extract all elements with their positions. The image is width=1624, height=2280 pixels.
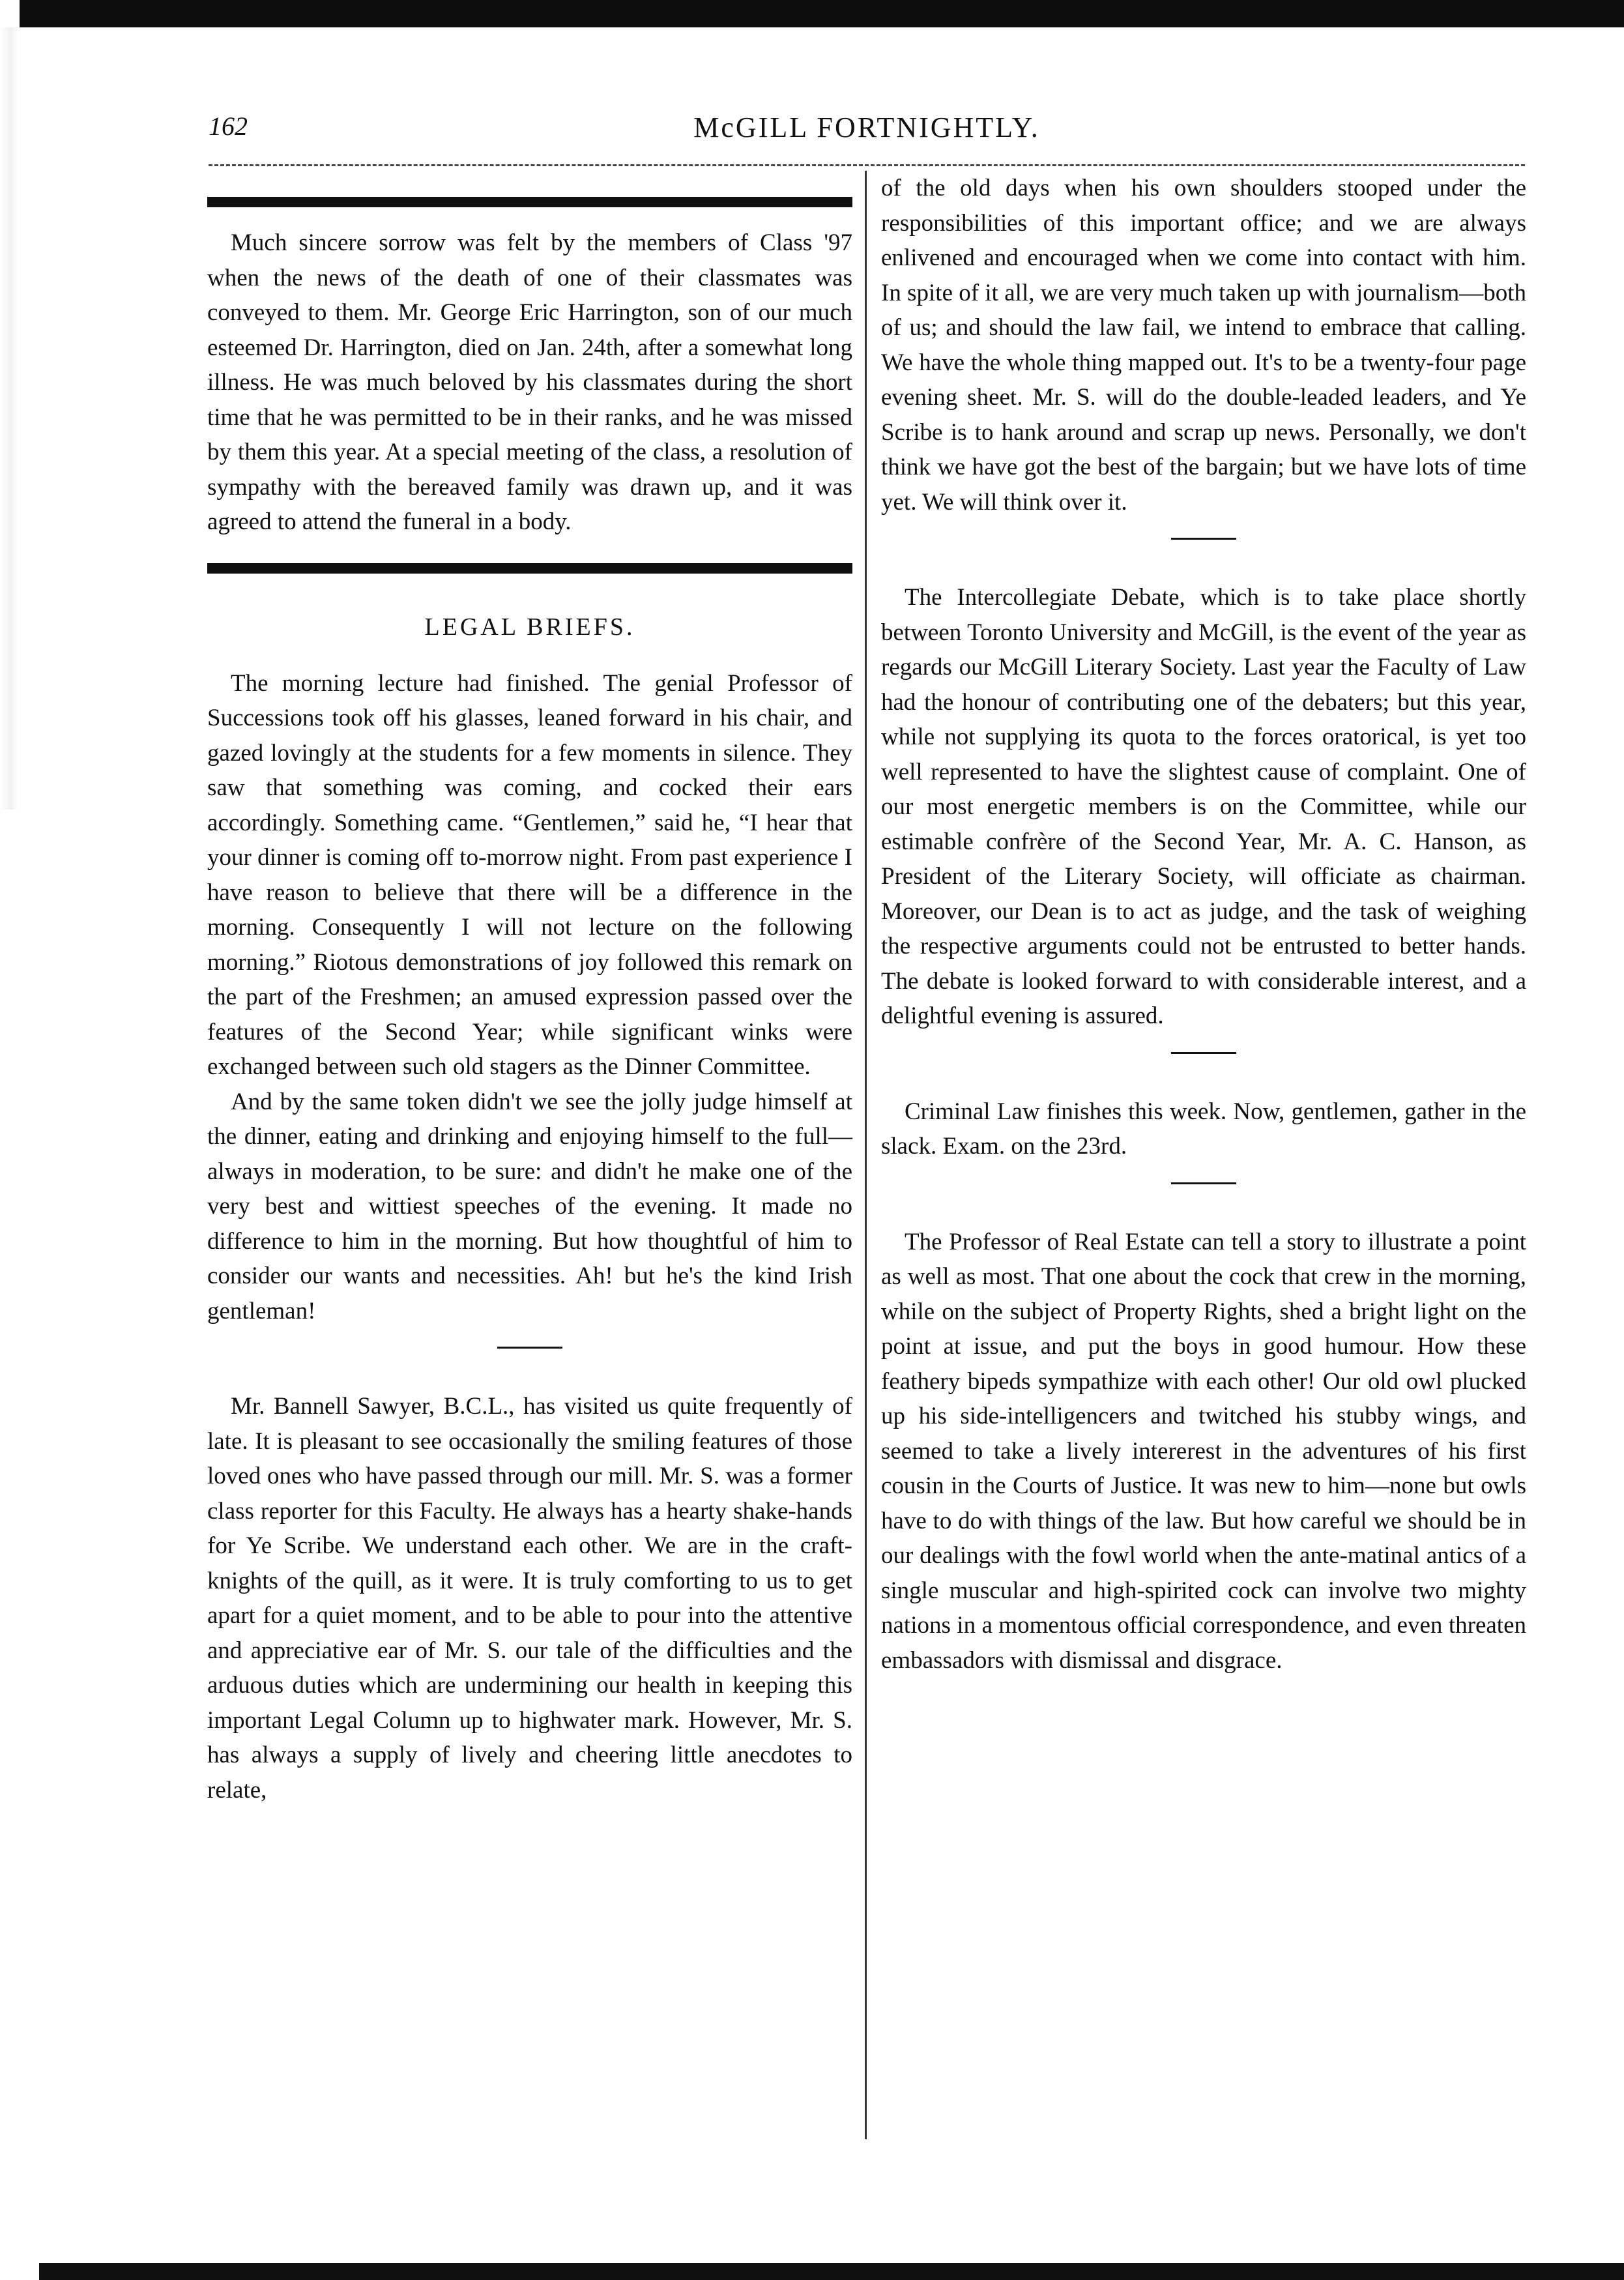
harrington-obituary: Much sincere sorrow was felt by the members of Class '97 when the news of the death of one of their classmates was conveyed to them. Mr. George Eric Harrington, son of our much esteemed Dr. Harrington, died on Jan. 24th, after a somewhat long illness. He was much beloved by his classmates during the short time that he was permitted to be in their ranks, and he was missed by them this year. At a special meeting of the class, a resolution of sympathy with the bereaved family was drawn up, and it was agreed to attend the funeral in a body. [207, 229, 852, 535]
left-column [207, 171, 852, 1807]
real-estate-paragraph: The Professor of Real Estate can tell a story to illustrate a point as well as most. That one about the cock that crew in the morning, while on the subject of Property Rights, shed a bright light on the point at issue, and put the boys in good humour. How these feathery bipeds sympathize with each other! Our old owl plucked up his side-intelligencers and twitched his stubby wings, and seemed to take a lively intererest in the adventures of his first cousin in the Courts of Justice. It was new to him—none but owls have to do with things of the law. But how careful we should be in our dealings with the fowl world when the ante-matinal antics of a single muscular and high-spirited cock can involve two mighty nations in a momentous official correspondence, and even threaten embassadors with dismissal and disgrace. [881, 1228, 1526, 1674]
item-separator [497, 1347, 562, 1349]
sawyer-continued: of the old days when his own shoulders stooped under the responsibilities of this important office; and we are always enlivened and encouraged when we come into contact with him. In spite of it all, we are very much taken up with journalism—both of us; and should the law fail, we intend to embrace that calling. We have the whole thing mapped out. It's to be a twenty-four page evening sheet. Mr. S. will do the double-leaded leaders, and Ye Scribe is to hank around and scrap up news. Personally, we don't think we have got the best of the bargain; but we have lots of time yet. We will think over it. [881, 175, 1526, 516]
sawyer-paragraph: Mr. Bannell Sawyer, B.C.L., has visited us quite frequently of late. It is pleasant to see occasionally the smiling features of those loved ones who have passed through our mill. Mr. S. was a former class reporter for this Faculty. He always has a hearty shake-hands for Ye Scribe. We understand each other. We are in the craft-knights of the quill, as it were. It is truly comforting to us to get apart for a quiet moment, and to be able to pour into the attentive and appreciative ear of Mr. S. our tale of the difficulties and the arduous duties which are undermining our health in keeping this important Legal Column up to highwater mark. However, Mr. S. has always a supply of lively and cheering little anecdotes to relate, [207, 1393, 852, 1804]
scan-bottom-border [39, 2263, 1624, 2280]
section-title: LEGAL BRIEFS. [424, 613, 635, 641]
scan-top-border [20, 0, 1624, 27]
successions-paragraph: The morning lecture had finished. The genial Professor of Successions took off his glasses, leaned forward in his chair, and gazed lovingly at the students for a few moments in silence. They saw that something was coming, and cocked their ears accordingly. Something came. “Gentlemen,” said he, “I hear that your dinner is coming off to-morrow night. From past experience I have reason to believe that there will be a difference in the morning. Consequently I will not lecture on the following morning.” Riotous demonstrations of joy followed this remark on the part of the Freshmen; an amused expression passed over the features of the Second Year; while significant winks were exchanged between such old stagers as the Dinner Committee. [207, 669, 852, 1080]
page-header [209, 111, 1525, 156]
section-rule-top [207, 197, 852, 207]
item-separator [1171, 1052, 1236, 1054]
running-head: McGILL FORTNIGHTLY. [693, 111, 1040, 143]
judge-dinner-paragraph: And by the same token didn't we see the jolly judge himself at the dinner, eating and drinking and enjoying himself to the full—always in moderation, to be sure: and didn't he make one of the very best and wittiest speeches of the evening. It made no difference to him in the morning. But how thoughtful of him to consider our wants and necessities. Ah! but he's the kind Irish gentleman! [207, 1088, 852, 1324]
item-separator [1171, 538, 1236, 540]
item-separator [1171, 1182, 1236, 1184]
scan-left-shadow [0, 27, 18, 810]
header-rule [209, 164, 1525, 168]
criminal-law-paragraph: Criminal Law finishes this week. Now, gentlemen, gather in the slack. Exam. on the 23rd. [881, 1098, 1526, 1160]
column-divider [865, 171, 867, 2139]
section-rule [207, 563, 852, 574]
intercollegiate-debate-paragraph: The Intercollegiate Debate, which is to take place shortly between Toronto University and McGill, is the event of the year as regards our McGill Literary Society. Last year the Faculty of Law had the honour of contributing one of the debaters; but this year, while not supplying its quota to the forces oratorical, is yet too well represented to have the slightest cause of complaint. One of our most energetic members is on the Committee, while our estimable confrère of the Second Year, Mr. A. C. Hanson, as President of the Literary Society, will officiate as chairman. Moreover, our Dean is to act as judge, and the task of weighing the respective arguments could not be entrusted to better hands. The debate is looked forward to with considerable interest, and a delightful evening is assured. [881, 584, 1526, 1029]
page-number: 162 [209, 111, 248, 141]
right-column [881, 171, 1526, 1678]
